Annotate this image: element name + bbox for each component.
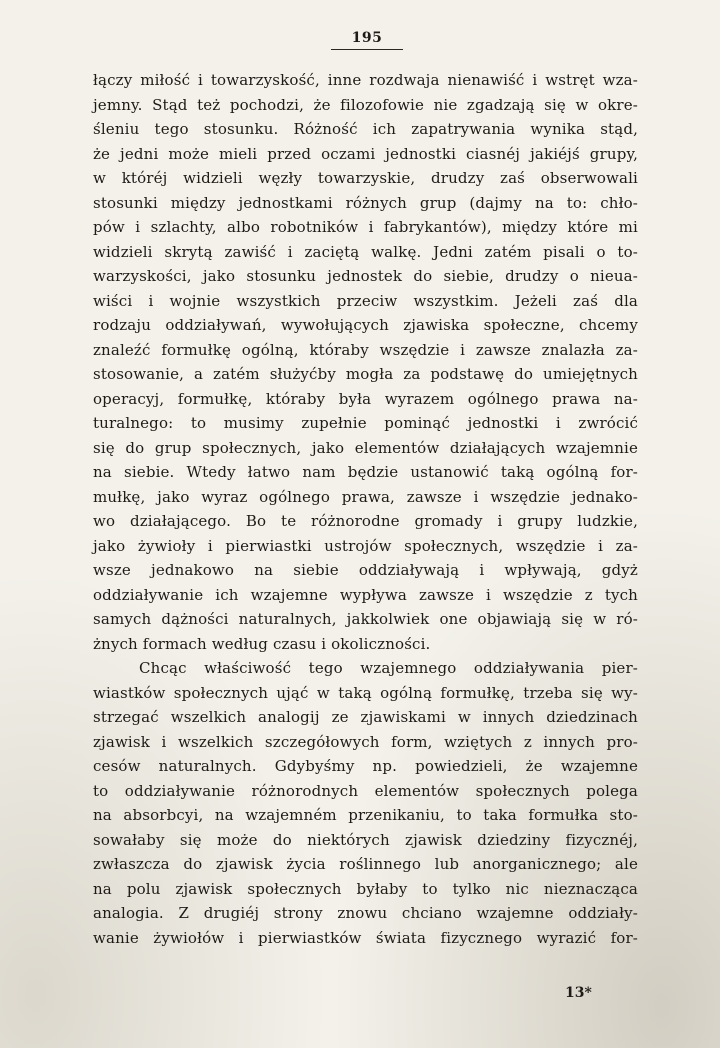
text-line: jemny. Stąd też pochodzi, że filozofowie nie zgadzają się w okre- xyxy=(93,95,638,114)
text-line: żnych formach według czasu i okoliczności. xyxy=(93,634,431,653)
text-line: cesów naturalnych. Gdybyśmy np. powiedzieli, że wzajemne xyxy=(93,757,638,775)
text-line: samych dążności naturalnych, jakkolwiek one objawiają się w ró- xyxy=(93,610,638,628)
text-line: łączy miłość i towarzyskość, inne rozdwaja nienawiść i wstręt wza- xyxy=(93,71,638,89)
text-line: wsze jednakowo na siebie oddziaływają i wpływają, gdyż xyxy=(93,561,638,579)
text-line: turalnego: to musimy zupełnie pominąć jednostki i zwrócić xyxy=(93,414,638,432)
text-line: wo działającego. Bo te różnorodne gromady i grupy ludzkie, xyxy=(93,512,638,530)
text-line: warzyskości, jako stosunku jednostek do siebie, drudzy o nieua- xyxy=(93,267,638,285)
text-line: jako żywioły i pierwiastki ustrojów społecznych, wszędzie i za- xyxy=(93,536,638,555)
text-line: wiastków społecznych ująć w taką ogólną formułkę, trzeba się wy- xyxy=(93,683,638,702)
text-line: śleniu tego stosunku. Różność ich zapatrywania wynika stąd, xyxy=(93,120,638,138)
text-line: strzegać wszelkich analogij ze zjawiskami w innych dziedzinach xyxy=(93,708,638,726)
text-line: wiści i wojnie wszystkich przeciw wszystkim. Jeżeli zaś dla xyxy=(93,291,638,310)
text-line: mułkę, jako wyraz ogólnego prawa, zawsze i wszędzie jednako- xyxy=(93,487,638,506)
page-number-rule xyxy=(331,49,403,50)
text-line: pów i szlachty, albo robotników i fabrykantów), między które mi xyxy=(93,218,638,236)
text-line: na absorbcyi, na wzajemném przenikaniu, to taka formułka sto- xyxy=(93,806,638,824)
text-line: analogia. Z drugiéj strony znowu chciano wzajemne oddziały- xyxy=(93,904,638,922)
text-line: Chcąc właściwość tego wzajemnego oddziaływania pier- xyxy=(139,659,638,677)
text-line: zwłaszcza do zjawisk życia roślinnego lub anorganicznego; ale xyxy=(93,855,638,873)
text-line: sowałaby się może do niektórych zjawisk dziedziny fizycznéj, xyxy=(93,830,638,849)
text-line: oddziaływanie ich wzajemne wypływa zawsze i wszędzie z tych xyxy=(93,585,638,604)
text-line: stosowanie, a zatém służyćby mogła za podstawę do umiejętnych xyxy=(93,365,638,383)
text-line: wanie żywiołów i pierwiastków świata fizycznego wyrazić for- xyxy=(93,928,638,947)
text-line: się do grup społecznych, jako elementów działających wzajemnie xyxy=(93,438,638,457)
page-number: 195 xyxy=(351,30,383,46)
text-line: widzieli skrytą zawiść i zaciętą walkę. Jedni zatém pisali o to- xyxy=(93,242,638,261)
text-line: rodzaju oddziaływań, wywołujących zjawiska społeczne, chcemy xyxy=(93,316,638,334)
text-line: stosunki między jednostkami różnych grup (dajmy na to: chło- xyxy=(93,193,638,212)
text-line: to oddziaływanie różnorodnych elementów społecznych polega xyxy=(93,781,638,800)
text-line: na siebie. Wtedy łatwo nam będzie ustanowić taką ogólną for- xyxy=(93,463,638,481)
text-line: operacyj, formułkę, któraby była wyrazem ogólnego prawa na- xyxy=(93,389,638,408)
body-text xyxy=(93,68,638,950)
signature-mark: 13* xyxy=(565,985,592,1001)
text-line: na polu zjawisk społecznych byłaby to tylko nic nieznacząca xyxy=(93,879,638,898)
text-line: w któréj widzieli węzły towarzyskie, drudzy zaś obserwowali xyxy=(93,169,638,187)
text-line: zjawisk i wszelkich szczegółowych form, wziętych z innych pro- xyxy=(93,732,638,751)
text-line: że jedni może mieli przed oczami jednostki ciasnéj jakiéjś grupy, xyxy=(93,144,638,163)
text-line: znaleźć formułkę ogólną, któraby wszędzie i zawsze znalazła za- xyxy=(93,340,638,359)
